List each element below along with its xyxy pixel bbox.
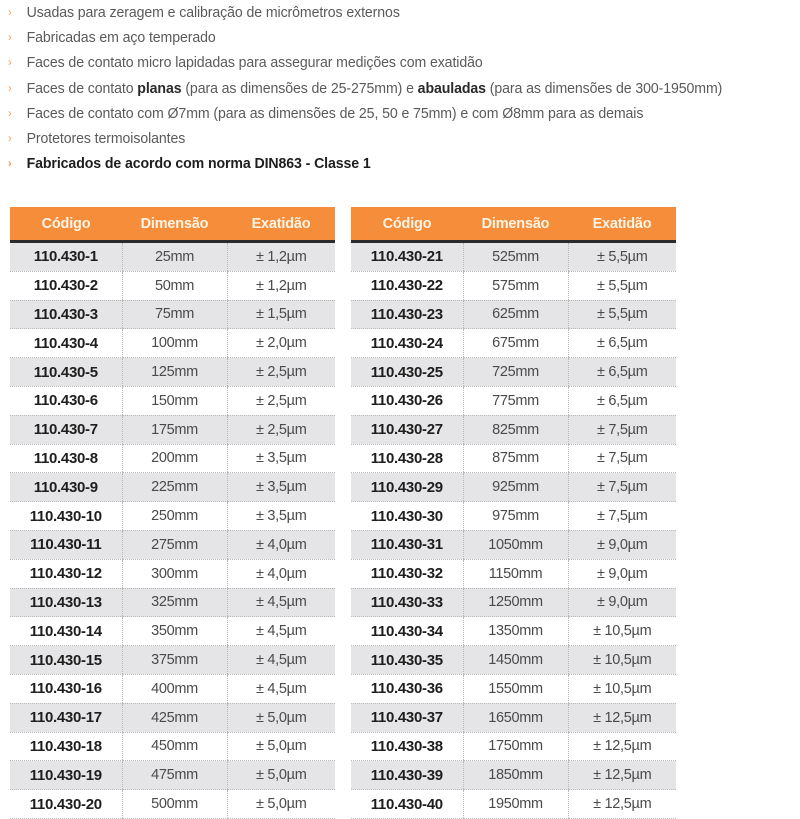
cell-exatidao: ± 9,0µm — [568, 559, 676, 588]
column-header-exatidao: Exatidão — [227, 207, 335, 242]
cell-dimensao: 1250mm — [463, 588, 568, 617]
cell-dimensao: 525mm — [463, 242, 568, 272]
chevron-right-icon: › — [8, 156, 12, 171]
table-row — [10, 358, 335, 387]
cell-exatidao: ± 4,5µm — [227, 674, 335, 703]
column-header-dimensao: Dimensão — [463, 207, 568, 242]
table-row — [10, 415, 335, 444]
cell-exatidao: ± 7,5µm — [568, 444, 676, 473]
cell-codigo: 110.430-22 — [351, 271, 463, 300]
cell-exatidao: ± 10,5µm — [568, 646, 676, 675]
cell-codigo: 110.430-18 — [10, 732, 122, 761]
cell-exatidao: ± 6,5µm — [568, 329, 676, 358]
cell-dimensao: 100mm — [122, 329, 227, 358]
feature-item-standard: › Fabricados de acordo com norma DIN863 - Classe 1 — [8, 151, 722, 176]
cell-dimensao: 775mm — [463, 386, 568, 415]
cell-codigo: 110.430-20 — [10, 790, 122, 819]
cell-exatidao: ± 6,5µm — [568, 358, 676, 387]
cell-codigo: 110.430-19 — [10, 761, 122, 790]
cell-codigo: 110.430-7 — [10, 415, 122, 444]
emphasis-planas: planas — [137, 79, 182, 97]
cell-dimensao: 925mm — [463, 473, 568, 502]
table-row — [10, 300, 335, 329]
cell-exatidao: ± 2,5µm — [227, 415, 335, 444]
cell-dimensao: 450mm — [122, 732, 227, 761]
table-row — [10, 703, 335, 732]
cell-dimensao: 400mm — [122, 674, 227, 703]
table-header-row — [10, 207, 335, 242]
table-row — [351, 300, 676, 329]
table-body — [351, 242, 676, 819]
cell-codigo: 110.430-12 — [10, 559, 122, 588]
cell-dimensao: 200mm — [122, 444, 227, 473]
table-row — [10, 559, 335, 588]
cell-dimensao: 1550mm — [463, 674, 568, 703]
cell-exatidao: ± 6,5µm — [568, 386, 676, 415]
table-row — [10, 329, 335, 358]
cell-codigo: 110.430-17 — [10, 703, 122, 732]
chevron-right-icon: › — [8, 5, 12, 19]
cell-codigo: 110.430-35 — [351, 646, 463, 675]
cell-codigo: 110.430-40 — [351, 790, 463, 819]
cell-dimensao: 175mm — [122, 415, 227, 444]
cell-dimensao: 1950mm — [463, 790, 568, 819]
cell-codigo: 110.430-34 — [351, 617, 463, 646]
cell-codigo: 110.430-24 — [351, 329, 463, 358]
cell-exatidao: ± 2,0µm — [227, 329, 335, 358]
cell-codigo: 110.430-23 — [351, 300, 463, 329]
cell-dimensao: 425mm — [122, 703, 227, 732]
cell-codigo: 110.430-28 — [351, 444, 463, 473]
cell-exatidao: ± 5,0µm — [227, 703, 335, 732]
cell-dimensao: 125mm — [122, 358, 227, 387]
cell-exatidao: ± 2,5µm — [227, 358, 335, 387]
feature-item: › Usadas para zeragem e calibração de micrômetros externos — [8, 0, 722, 25]
cell-codigo: 110.430-3 — [10, 300, 122, 329]
cell-exatidao: ± 4,5µm — [227, 588, 335, 617]
table-row — [351, 761, 676, 790]
cell-codigo: 110.430-8 — [10, 444, 122, 473]
cell-exatidao: ± 9,0µm — [568, 588, 676, 617]
table-row — [351, 242, 676, 272]
cell-dimensao: 25mm — [122, 242, 227, 272]
cell-codigo: 110.430-27 — [351, 415, 463, 444]
table-header-row — [351, 207, 676, 242]
emphasis-abauladas: abauladas — [417, 79, 486, 97]
cell-exatidao: ± 7,5µm — [568, 502, 676, 531]
table-row — [10, 732, 335, 761]
table-row — [351, 329, 676, 358]
cell-codigo: 110.430-13 — [10, 588, 122, 617]
table-row — [10, 588, 335, 617]
table-row — [10, 674, 335, 703]
cell-dimensao: 500mm — [122, 790, 227, 819]
cell-codigo: 110.430-1 — [10, 242, 122, 272]
cell-exatidao: ± 12,5µm — [568, 790, 676, 819]
cell-exatidao: ± 5,5µm — [568, 242, 676, 272]
table-row — [10, 790, 335, 819]
column-header-dimensao: Dimensão — [122, 207, 227, 242]
cell-codigo: 110.430-16 — [10, 674, 122, 703]
chevron-right-icon: › — [8, 80, 12, 95]
cell-dimensao: 275mm — [122, 530, 227, 559]
column-header-codigo: Código — [10, 207, 122, 242]
cell-exatidao: ± 12,5µm — [568, 761, 676, 790]
table-row — [351, 790, 676, 819]
cell-exatidao: ± 10,5µm — [568, 617, 676, 646]
table-row — [351, 646, 676, 675]
cell-codigo: 110.430-21 — [351, 242, 463, 272]
table-row — [10, 617, 335, 646]
cell-exatidao: ± 4,0µm — [227, 559, 335, 588]
table-row — [351, 588, 676, 617]
cell-dimensao: 475mm — [122, 761, 227, 790]
column-header-codigo: Código — [351, 207, 463, 242]
feature-item: › Faces de contato planas (para as dimensões de 25-275mm) e abauladas (para as dimensões de 300-1950mm) — [8, 76, 722, 101]
table-row — [351, 473, 676, 502]
cell-dimensao: 150mm — [122, 386, 227, 415]
cell-exatidao: ± 12,5µm — [568, 703, 676, 732]
feature-item: › Protetores termoisolantes — [8, 126, 722, 151]
table-row — [10, 646, 335, 675]
table-row — [10, 502, 335, 531]
cell-codigo: 110.430-26 — [351, 386, 463, 415]
cell-dimensao: 325mm — [122, 588, 227, 617]
cell-dimensao: 250mm — [122, 502, 227, 531]
cell-codigo: 110.430-25 — [351, 358, 463, 387]
chevron-right-icon: › — [8, 30, 12, 45]
feature-list — [8, 0, 776, 176]
table-row — [10, 530, 335, 559]
cell-codigo: 110.430-33 — [351, 588, 463, 617]
chevron-right-icon: › — [8, 105, 12, 120]
table-row — [351, 674, 676, 703]
cell-exatidao: ± 1,2µm — [227, 242, 335, 272]
spec-table-left — [10, 207, 335, 819]
cell-dimensao: 725mm — [463, 358, 568, 387]
cell-exatidao: ± 5,5µm — [568, 300, 676, 329]
cell-dimensao: 50mm — [122, 271, 227, 300]
cell-codigo: 110.430-5 — [10, 358, 122, 387]
cell-exatidao: ± 12,5µm — [568, 732, 676, 761]
cell-exatidao: ± 5,0µm — [227, 732, 335, 761]
cell-codigo: 110.430-39 — [351, 761, 463, 790]
feature-item: › Fabricadas em aço temperado — [8, 25, 722, 50]
cell-exatidao: ± 9,0µm — [568, 530, 676, 559]
cell-exatidao: ± 3,5µm — [227, 502, 335, 531]
chevron-right-icon: › — [8, 55, 12, 70]
spec-table-right — [351, 207, 676, 819]
cell-codigo: 110.430-38 — [351, 732, 463, 761]
column-header-exatidao: Exatidão — [568, 207, 676, 242]
cell-dimensao: 575mm — [463, 271, 568, 300]
table-row — [10, 242, 335, 272]
cell-codigo: 110.430-14 — [10, 617, 122, 646]
cell-exatidao: ± 1,2µm — [227, 271, 335, 300]
table-row — [351, 444, 676, 473]
cell-codigo: 110.430-10 — [10, 502, 122, 531]
cell-codigo: 110.430-30 — [351, 502, 463, 531]
table-row — [10, 473, 335, 502]
cell-dimensao: 1850mm — [463, 761, 568, 790]
table-row — [10, 386, 335, 415]
cell-dimensao: 1450mm — [463, 646, 568, 675]
cell-codigo: 110.430-37 — [351, 703, 463, 732]
table-row — [351, 358, 676, 387]
cell-dimensao: 875mm — [463, 444, 568, 473]
cell-codigo: 110.430-15 — [10, 646, 122, 675]
table-row — [351, 530, 676, 559]
cell-exatidao: ± 3,5µm — [227, 473, 335, 502]
cell-exatidao: ± 5,0µm — [227, 761, 335, 790]
table-row — [351, 703, 676, 732]
cell-codigo: 110.430-36 — [351, 674, 463, 703]
cell-dimensao: 1050mm — [463, 530, 568, 559]
cell-dimensao: 1150mm — [463, 559, 568, 588]
table-row — [351, 386, 676, 415]
feature-item: › Faces de contato com Ø7mm (para as dimensões de 25, 50 e 75mm) e com Ø8mm para as demais — [8, 101, 722, 126]
cell-dimensao: 625mm — [463, 300, 568, 329]
cell-dimensao: 675mm — [463, 329, 568, 358]
cell-exatidao: ± 10,5µm — [568, 674, 676, 703]
cell-dimensao: 825mm — [463, 415, 568, 444]
cell-dimensao: 350mm — [122, 617, 227, 646]
table-row — [351, 271, 676, 300]
cell-codigo: 110.430-2 — [10, 271, 122, 300]
table-row — [351, 732, 676, 761]
cell-codigo: 110.430-31 — [351, 530, 463, 559]
cell-exatidao: ± 3,5µm — [227, 444, 335, 473]
table-row — [351, 415, 676, 444]
cell-dimensao: 75mm — [122, 300, 227, 329]
cell-codigo: 110.430-4 — [10, 329, 122, 358]
cell-codigo: 110.430-9 — [10, 473, 122, 502]
feature-item: › Faces de contato micro lapidadas para assegurar medições com exatidão — [8, 50, 722, 75]
chevron-right-icon: › — [8, 130, 12, 145]
table-row — [10, 761, 335, 790]
cell-dimensao: 1650mm — [463, 703, 568, 732]
cell-exatidao: ± 7,5µm — [568, 415, 676, 444]
cell-dimensao: 375mm — [122, 646, 227, 675]
cell-exatidao: ± 1,5µm — [227, 300, 335, 329]
cell-codigo: 110.430-11 — [10, 530, 122, 559]
table-row — [10, 444, 335, 473]
cell-exatidao: ± 2,5µm — [227, 386, 335, 415]
cell-exatidao: ± 7,5µm — [568, 473, 676, 502]
cell-exatidao: ± 5,0µm — [227, 790, 335, 819]
cell-dimensao: 300mm — [122, 559, 227, 588]
table-row — [10, 271, 335, 300]
cell-codigo: 110.430-32 — [351, 559, 463, 588]
cell-exatidao: ± 4,0µm — [227, 530, 335, 559]
cell-dimensao: 1350mm — [463, 617, 568, 646]
cell-dimensao: 975mm — [463, 502, 568, 531]
cell-exatidao: ± 4,5µm — [227, 646, 335, 675]
cell-codigo: 110.430-6 — [10, 386, 122, 415]
table-row — [351, 559, 676, 588]
cell-exatidao: ± 5,5µm — [568, 271, 676, 300]
table-row — [351, 502, 676, 531]
cell-dimensao: 1750mm — [463, 732, 568, 761]
cell-exatidao: ± 4,5µm — [227, 617, 335, 646]
table-row — [351, 617, 676, 646]
table-body — [10, 242, 335, 819]
cell-codigo: 110.430-29 — [351, 473, 463, 502]
cell-dimensao: 225mm — [122, 473, 227, 502]
